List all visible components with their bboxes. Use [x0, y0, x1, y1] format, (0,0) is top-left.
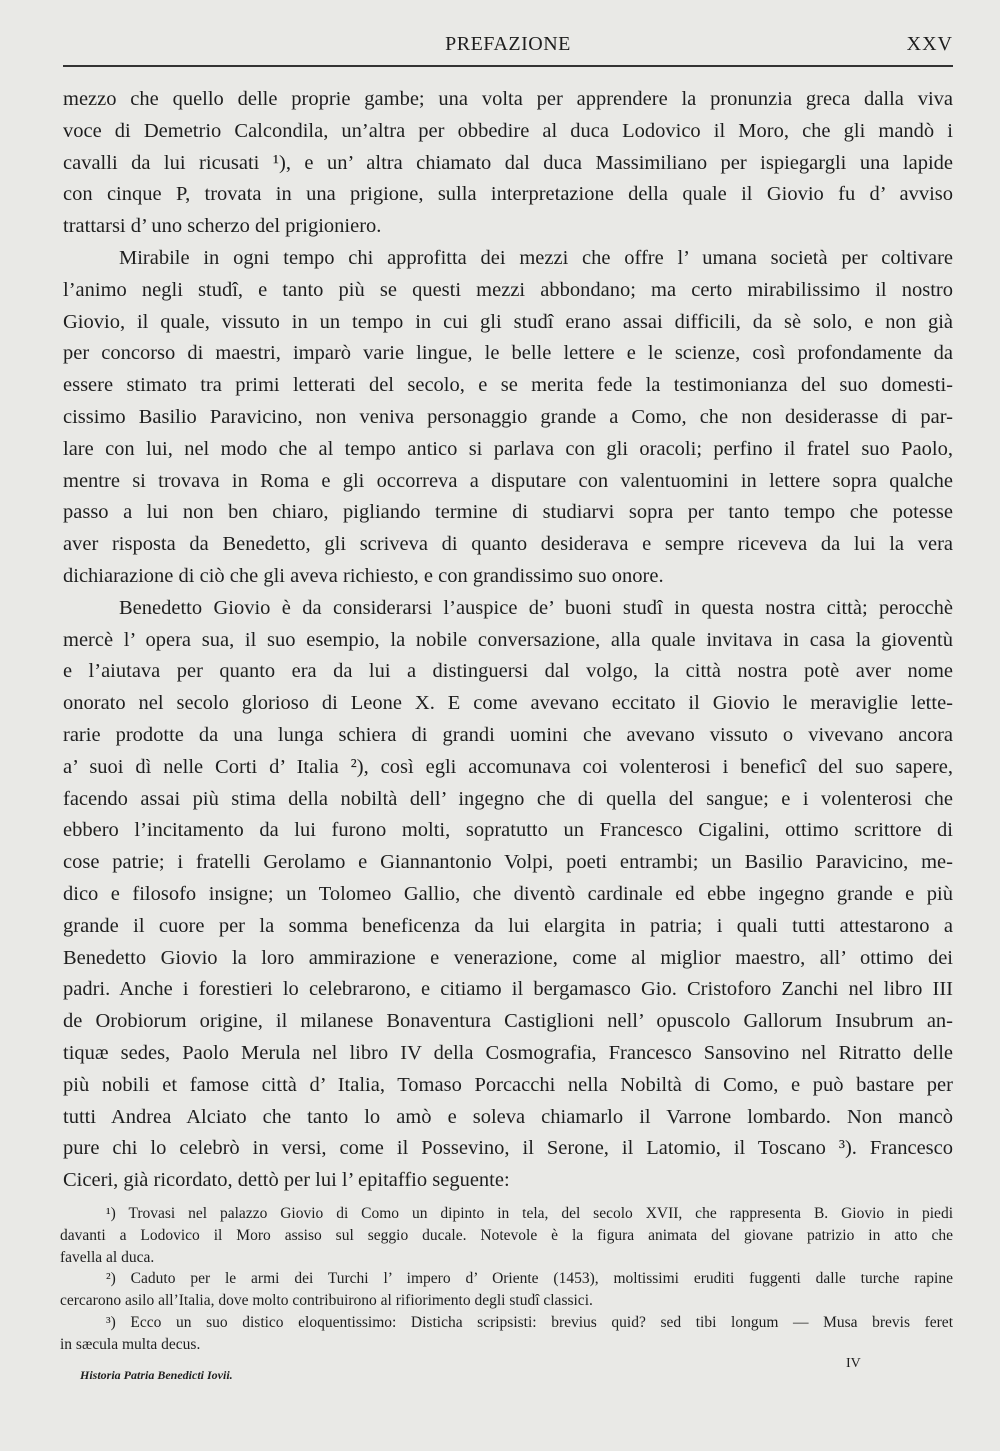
text-line: cose patrie; i fratelli Gerolamo e Giannantonio Volpi, poeti entrambi; un Basilio Paravicino, me- — [63, 851, 953, 874]
text-line: più nobili et famose città d’ Italia, Tomaso Porcacchi nella Nobiltà di Como, e può bastare per — [63, 1073, 953, 1096]
text-line: grande il cuore per la somma beneficenza da lui elargita in patria; i quali tutti attestarono a — [63, 914, 953, 937]
text-line: essere stimato tra primi letterati del secolo, e se merita fede la testimonianza del suo domesti- — [63, 374, 953, 397]
text-line: de Orobiorum origine, il milanese Bonaventura Castiglioni nell’ opuscolo Gallorum Insubrum an- — [63, 1010, 953, 1033]
text-line: facendo assai più stima della nobiltà dell’ ingegno che di quella del sangue; e i volenterosi che — [63, 787, 953, 810]
footnote-line: favella al duca. — [60, 1248, 155, 1266]
text-line: e l’aiutava per quanto era da lui a distinguersi dal volgo, la città nostra potè aver nome — [63, 660, 953, 683]
text-line: tutti Andrea Alciato che tanto lo amò e soleva chiamarlo il Varrone lombardo. Non mancò — [63, 1105, 953, 1128]
text-line: l’animo negli studî, e tanto più se questi mezzi abbondano; ma certo mirabilissimo il nostro — [63, 278, 953, 301]
text-line: pure chi lo celebrò in versi, come il Possevino, il Serone, il Latomio, il Toscano ³). Francesco — [63, 1137, 953, 1160]
text-line: Benedetto Giovio è da considerarsi l’auspice de’ buoni studî in questa nostra città; perocchè — [119, 596, 953, 619]
text-line: Ciceri, già ricordato, dettò per lui l’ epitaffio seguente: — [63, 1169, 510, 1192]
text-line: mercè l’ opera sua, il suo esempio, la nobile conversazione, alla quale invitava in casa la gioventù — [63, 628, 953, 651]
footnotes — [60, 1203, 953, 1356]
signature-number: IV — [846, 1356, 861, 1371]
text-line: aver risposta da Benedetto, gli scriveva di quanto desiderava e sempre riceveva da lui la vera — [63, 533, 953, 556]
footnote-line: in sæcula multa decus. — [60, 1335, 201, 1353]
text-line: a’ suoi dì nelle Corti d’ Italia ²), così egli accomunava coi volenterosi i beneficî del suo sapere, — [63, 755, 953, 778]
text-line: trattarsi d’ uno scherzo del prigioniero. — [63, 215, 382, 238]
text-line: mentre si trovava in Roma e gli occorreva a disputare con valentuomini in lettere sopra qualche — [63, 469, 953, 492]
page-number: XXV — [906, 33, 953, 55]
text-line: passo a lui non ben chiaro, pigliando termine di studiarvi sopra per tanto tempo che potesse — [63, 501, 953, 524]
main-text — [63, 84, 953, 1197]
text-line: rarie prodotte da una lunga schiera di grandi uomini che avevano vissuto o vivevano ancora — [63, 723, 953, 746]
text-line: tiquæ sedes, Paolo Merula nel libro IV della Cosmografia, Francesco Sansovino nel Ritratto delle — [63, 1041, 953, 1064]
footnote-line: ¹) Trovasi nel palazzo Giovio di Como un dipinto in tela, del secolo XVII, che rappresenta B. Giovio in piedi — [106, 1205, 953, 1222]
text-line: mezzo che quello delle proprie gambe; una volta per apprendere la pronunzia greca dalla viva — [63, 88, 953, 110]
signature-mark: Historia Patria Benedicti Iovii. — [80, 1368, 233, 1382]
text-line: Mirabile in ogni tempo chi approfitta dei mezzi che offre l’ umana società per coltivare — [119, 246, 953, 269]
text-line: lare con lui, nel modo che al tempo antico si parlava con gli oracoli; perfino il fratel suo Paolo, — [63, 437, 953, 460]
text-line: onorato nel secolo glorioso di Leone X. E come avevano eccitato il Giovio le meraviglie lette- — [63, 692, 953, 715]
text-line: Giovio, il quale, vissuto in un tempo in cui gli studî erano assai difficili, da sè solo, e non già — [63, 310, 953, 333]
text-line: dichiarazione di ciò che gli aveva richiesto, e con grandissimo suo onore. — [63, 564, 664, 587]
text-line: dico e filosofo insigne; un Tolomeo Gallio, che diventò cardinale ed ebbe ingegno grande e più — [63, 882, 953, 905]
text-line: con cinque P, trovata in una prigione, sulla interpretazione della quale il Giovio fu d’ avviso — [63, 183, 953, 206]
text-line: cavalli da lui ricusati ¹), e un’ altra chiamato dal duca Massimiliano per ispiegargli una lapide — [63, 151, 953, 174]
running-title: PREFAZIONE — [445, 33, 571, 55]
text-line: padri. Anche i forestieri lo celebrarono, e citiamo il bergamasco Gio. Cristoforo Zanchi nel libro III — [63, 978, 953, 1001]
text-line: cissimo Basilio Paravicino, non veniva personaggio grande a Como, che non desiderasse di par- — [63, 405, 953, 428]
text-line: per concorso di maestri, imparò varie lingue, le belle lettere e le scienze, così profondamente da — [63, 342, 953, 365]
text-line: ebbero l’incitamento da lui furono molti, sopratutto un Francesco Cigalini, ottimo scrittore di — [63, 819, 953, 842]
page-header — [63, 33, 953, 59]
footnote-line: cercarono asilo all’Italia, dove molto contribuirono al rifiorimento degli studî classici. — [60, 1292, 593, 1310]
footnote-line: ²) Caduto per le armi dei Turchi l’ impero d’ Oriente (1453), moltissimi eruditi fuggenti dalle turche rapine — [106, 1270, 953, 1288]
text-line: Benedetto Giovio la loro ammirazione e venerazione, come al miglior maestro, all’ ottimo dei — [63, 946, 953, 969]
text-line: voce di Demetrio Calcondila, un’altra per obbedire al duca Lodovico il Moro, che gli mandò i — [63, 119, 953, 142]
footnote-line: davanti a Lodovico il Moro assiso sul seggio ducale. Notevole è la figura animata del giovane patrizio in atto che — [60, 1226, 953, 1244]
footnote-line: ³) Ecco un suo distico eloquentissimo: Disticha scripsisti: brevius quid? sed tibi longum — Musa brevis feret — [106, 1313, 953, 1331]
header-rule — [63, 65, 953, 67]
